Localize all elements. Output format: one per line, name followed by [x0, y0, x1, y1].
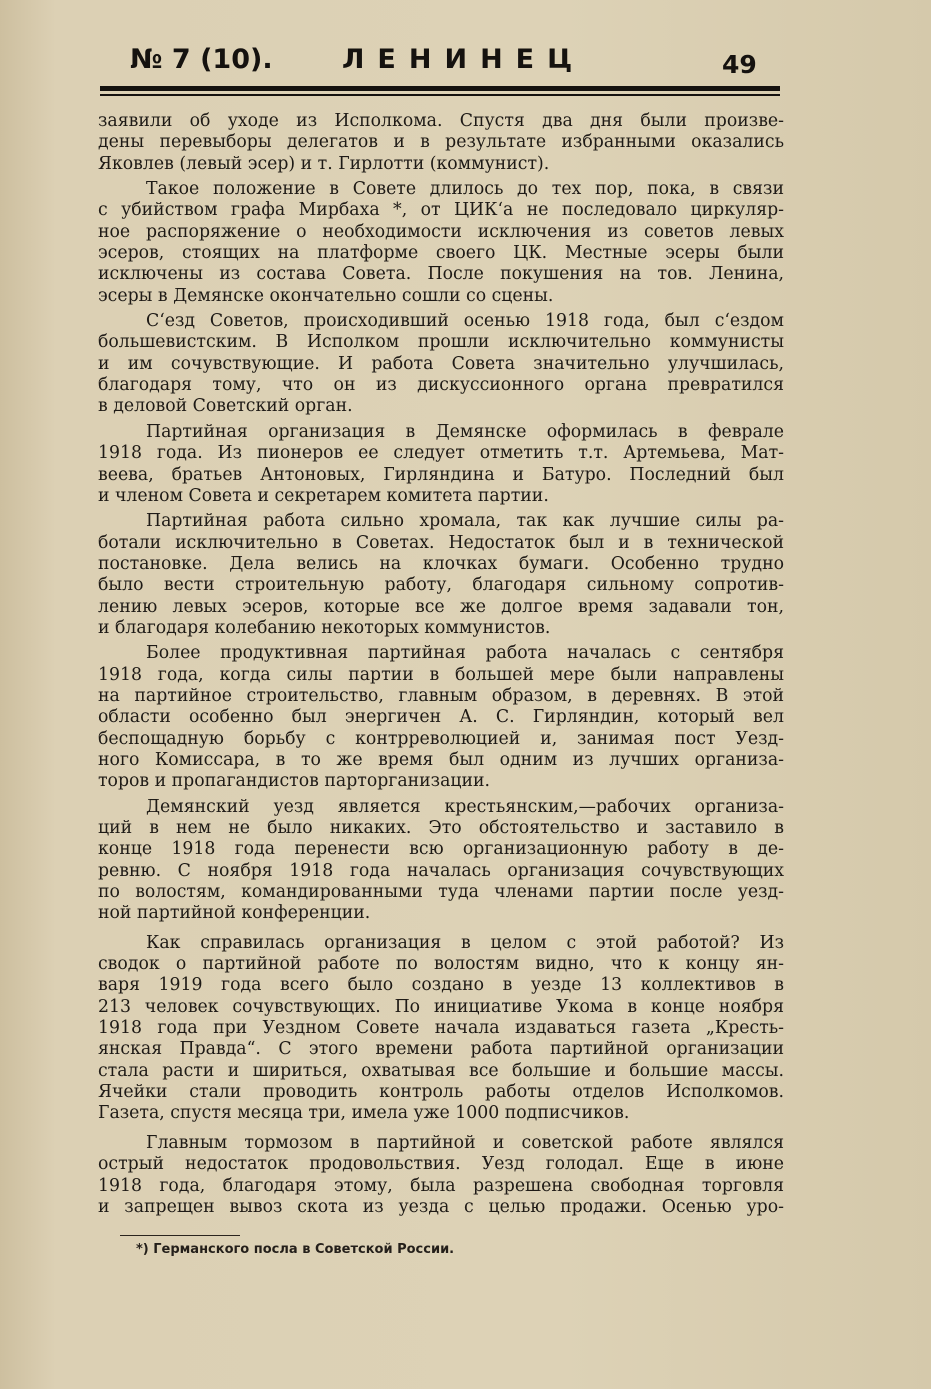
- text-line: было вести строительную работу, благодаря сильному сопротив-: [98, 575, 784, 596]
- text-line: Такое положение в Совете длилось до тех пор, пока, в связи: [146, 179, 784, 200]
- text-line: Партийная организация в Демянске оформилась в феврале: [146, 421, 784, 442]
- text-line: янская Правда“. С этого времени работа партийной организации: [98, 1039, 784, 1060]
- text-line: по волостям, командированными туда членами партии после уезд-: [98, 882, 784, 903]
- paragraph: [98, 111, 784, 175]
- text-line: эсеры в Демянске окончательно сошли со сцены.: [98, 285, 554, 306]
- text-line: исключены из состава Совета. После покушения на тов. Ленина,: [98, 264, 784, 285]
- text-line: 1918 года. Из пионеров ее следует отметить т.т. Артемьева, Мат-: [98, 443, 784, 464]
- page-header: [100, 38, 780, 88]
- text-line: С‘езд Советов, происходивший осенью 1918 года, был с‘ездом: [146, 311, 784, 332]
- text-line: ного Комиссара, в то же время был одним из лучших организа-: [98, 749, 784, 770]
- header-rule-thin: [100, 94, 780, 96]
- article-body: [98, 111, 784, 1218]
- text-line: и благодаря колебанию некоторых коммунистов.: [98, 617, 551, 638]
- text-line: острый недостаток продовольствия. Уезд голодал. Еще в июне: [98, 1154, 784, 1175]
- text-line: Газета, спустя месяца три, имела уже 1000 подписчиков.: [98, 1103, 630, 1124]
- paragraph-spacer: [98, 925, 784, 933]
- text-line: ной партийной конференции.: [98, 903, 371, 924]
- paragraph: [98, 311, 784, 418]
- text-line: заявили об уходе из Исполкома. Спустя два дня были произве-: [98, 111, 784, 131]
- page-number: 49: [722, 50, 757, 79]
- text-line: Как справилась организация в целом с этой работой? Из: [146, 932, 784, 953]
- text-line: стала расти и шириться, охватывая все большие и большие массы.: [98, 1060, 784, 1081]
- text-line: лению левых эсеров, которые все же долгое время задавали тон,: [98, 596, 784, 617]
- text-line: с убийством графа Мирбаха *, от ЦИК‘а не последовало циркуляр-: [98, 200, 784, 221]
- paragraph: [98, 643, 784, 792]
- paragraph: [98, 422, 784, 507]
- footnote-rule: [120, 1235, 240, 1236]
- text-line: большевистским. В Исполком прошли исключительно коммунисты: [98, 332, 784, 353]
- paragraph: [98, 1133, 784, 1218]
- text-line: и членом Совета и секретарем комитета партии.: [98, 485, 549, 506]
- text-line: благодаря тому, что он из дискуссионного органа превратился: [98, 375, 784, 396]
- issue-number: № 7 (10).: [130, 44, 273, 75]
- text-line: ное распоряжение о необходимости исключения из советов левых: [98, 221, 784, 242]
- text-line: Ячейки стали проводить контроль работы отделов Исполкомов.: [98, 1082, 784, 1103]
- header-rule-thick: [100, 86, 780, 91]
- footnote: *) Германского посла в Советской России.: [136, 1242, 455, 1257]
- text-line: 213 человек сочувствующих. По инициативе Укома в конце ноября: [98, 996, 784, 1017]
- text-line: 1918 года при Уездном Совете начала издаваться газета „Кресть-: [98, 1018, 784, 1039]
- paragraph: [98, 933, 784, 1125]
- text-line: Партийная работа сильно хромала, так как лучшие силы ра-: [146, 511, 784, 532]
- text-line: постановке. Дела велись на клочках бумаги. Особенно трудно: [98, 553, 784, 574]
- text-line: ревню. С ноября 1918 года началась организация сочувствующих: [98, 860, 784, 881]
- text-line: области особенно был энергичен А. С. Гирляндин, который вел: [98, 707, 784, 728]
- text-line: ций в нем не было никаких. Это обстоятельство и заставило в: [98, 818, 784, 838]
- text-line: беспощадную борьбу с контрреволюцией и, занимая пост Уезд-: [98, 728, 784, 749]
- text-line: Демянский уезд является крестьянским,—рабочих организа-: [146, 796, 784, 817]
- text-line: сводок о партийной работе по волостям видно, что к концу ян-: [98, 954, 784, 975]
- text-line: на партийное строительство, главным образом, в деревнях. В этой: [98, 685, 784, 706]
- text-line: Более продуктивная партийная работа началась с сентября: [146, 643, 784, 664]
- text-line: Главным тормозом в партийной и советской работе являлся: [146, 1132, 784, 1153]
- text-line: эсеров, стоящих на платформе своего ЦК. Местные эсеры были: [98, 243, 784, 264]
- text-line: 1918 года, благодаря этому, была разрешена свободная торговля: [98, 1175, 784, 1196]
- paragraph: [98, 179, 784, 307]
- journal-title: ЛЕНИНЕЦ: [342, 44, 586, 75]
- text-line: веева, братьев Антоновых, Гирляндина и Батуро. Последний был: [98, 464, 784, 485]
- text-line: Яковлев (левый эсер) и т. Гирлотти (коммунист).: [98, 153, 550, 174]
- text-line: ботали исключительно в Советах. Недостаток был и в технической: [98, 532, 784, 553]
- text-line: и им сочувствующие. И работа Совета значительно улучшилась,: [98, 353, 784, 374]
- paragraph-spacer: [98, 1125, 784, 1133]
- paragraph: [98, 511, 784, 639]
- text-line: конце 1918 года перенести всю организационную работу в де-: [98, 839, 784, 860]
- text-line: дены перевыборы делегатов и в результате избранными оказались: [98, 132, 784, 153]
- text-line: варя 1919 года всего было создано в уезде 13 коллективов в: [98, 975, 784, 996]
- paragraph: [98, 797, 784, 925]
- text-line: в деловой Советский орган.: [98, 396, 353, 417]
- text-line: 1918 года, когда силы партии в большей мере были направлены: [98, 664, 784, 685]
- text-line: торов и пропагандистов парторганизации.: [98, 771, 491, 792]
- text-line: и запрещен вывоз скота из уезда с целью продажи. Осенью уро-: [98, 1196, 784, 1217]
